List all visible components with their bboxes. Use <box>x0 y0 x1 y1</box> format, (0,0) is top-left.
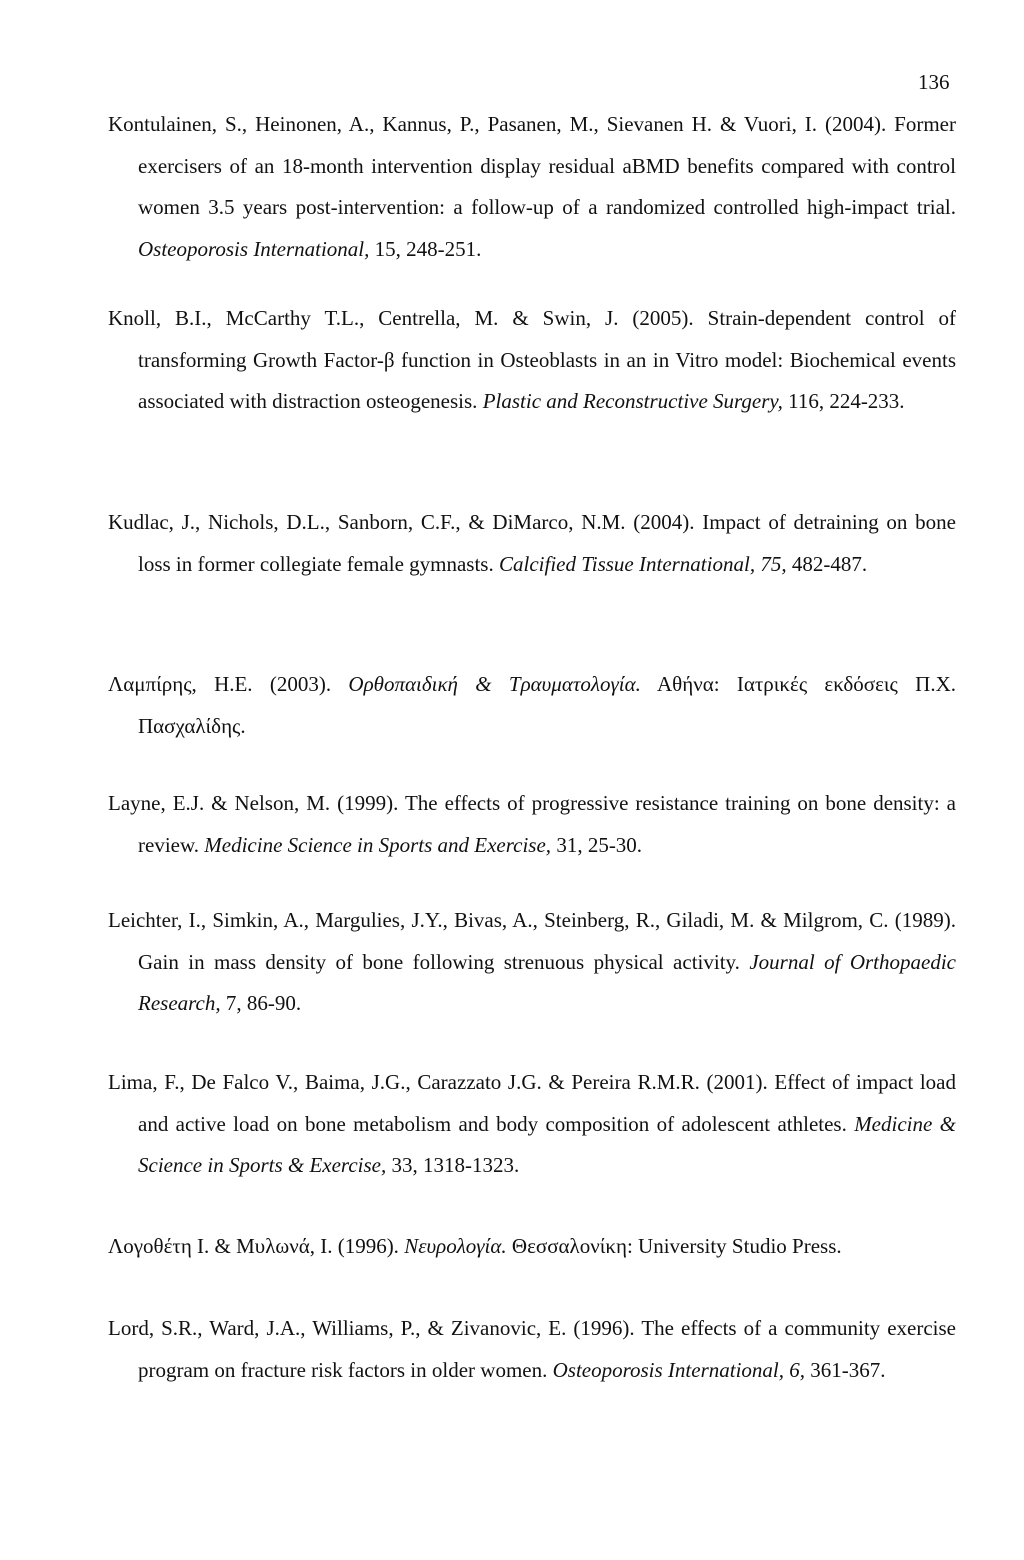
reference-entry <box>108 1226 956 1268</box>
reference-title: Former exercisers of an 18-month intervention display residual aBMD benefits compared with control women 3.5 years post-intervention: a follow-up of a randomized controlled high-impact trial. <box>138 112 956 219</box>
reference-title: Gain in mass density of bone following strenuous physical activity. <box>138 949 750 974</box>
reference-details: 361-367. <box>805 1357 886 1382</box>
reference-entry <box>108 1062 956 1187</box>
reference-details: 15, 248-251. <box>369 236 482 261</box>
reference-entry <box>108 502 956 585</box>
reference-title: The effects of a community exercise program on fracture risk factors in older women. <box>138 1316 956 1382</box>
reference-title <box>331 672 348 696</box>
reference-journal: Medicine & Science in Sports & Exercise, <box>138 1111 956 1177</box>
reference-journal: Ορθοπαιδική & Τραυματολογία. <box>348 672 641 696</box>
reference-entry <box>108 298 956 423</box>
reference-journal: Calcified Tissue International, 75, <box>498 551 787 576</box>
reference-authors: Kudlac, J., Nichols, D.L., Sanborn, C.F., & DiMarco, N.M. (2004). <box>108 510 695 534</box>
reference-details: 116, 224-233. <box>782 389 905 413</box>
reference-entry <box>108 900 956 1025</box>
reference-authors: Leichter, I., Simkin, A., Margulies, J.Y., Bivas, A., Steinberg, R., Giladi, M. & Milgrom, C. (1989). <box>108 908 956 932</box>
reference-journal: Plastic and Reconstructive Surgery, <box>482 389 783 413</box>
reference-details: 482-487. <box>786 551 868 576</box>
reference-journal: Journal of Orthopaedic Research, <box>138 949 956 1015</box>
reference-title: Strain-dependent control of transforming Growth Factor-β function in Osteoblasts in an in Vitro model: Biochemical events associated with distraction osteogenesis. <box>138 306 956 413</box>
reference-authors: Kontulainen, S., Heinonen, A., Kannus, P., Pasanen, M., Sievanen H. & Vuori, I. (2004). <box>108 112 887 136</box>
reference-details: 33, 1318-1323. <box>386 1153 520 1177</box>
reference-details: 31, 25-30. <box>551 832 643 857</box>
reference-authors: Layne, E.J. & Nelson, M. (1999). <box>108 791 399 815</box>
reference-entry <box>108 783 956 866</box>
reference-authors: Lord, S.R., Ward, J.A., Williams, P., & Zivanovic, E. (1996). <box>108 1316 635 1340</box>
reference-title: The effects of progressive resistance training on bone density: a review. <box>138 791 956 857</box>
reference-entry <box>108 1308 956 1391</box>
reference-authors: Λογοθέτη Ι. & Μυλωνά, Ι. (1996). <box>108 1234 399 1258</box>
reference-details: Θεσσαλονίκη: University Studio Press. <box>506 1234 842 1258</box>
reference-details: Αθήνα: Ιατρικές εκδόσεις Π.Χ. Πασχαλίδης. <box>138 672 957 738</box>
reference-title: Impact of detraining on bone loss in former collegiate female gymnasts. <box>138 510 956 576</box>
reference-entry <box>108 104 956 270</box>
reference-journal: Osteoporosis International, <box>138 236 370 261</box>
reference-authors: Λαμπίρης, Η.Ε. (2003). <box>108 672 332 696</box>
reference-details: 7, 86-90. <box>220 991 302 1015</box>
reference-entry <box>108 664 956 747</box>
page-number: 136 <box>918 70 950 94</box>
reference-title: Effect of impact load and active load on bone metabolism and body composition of adolescent athletes. <box>138 1070 956 1136</box>
reference-journal: Osteoporosis International, 6, <box>552 1357 805 1382</box>
reference-journal: Νευρολογία. <box>404 1234 507 1258</box>
reference-authors: Lima, F., De Falco V., Baima, J.G., Carazzato J.G. & Pereira R.M.R. (2001). <box>108 1070 768 1094</box>
reference-authors: Knoll, B.I., McCarthy T.L., Centrella, M. & Swin, J. (2005). <box>108 306 694 330</box>
reference-journal: Medicine Science in Sports and Exercise, <box>204 832 552 857</box>
